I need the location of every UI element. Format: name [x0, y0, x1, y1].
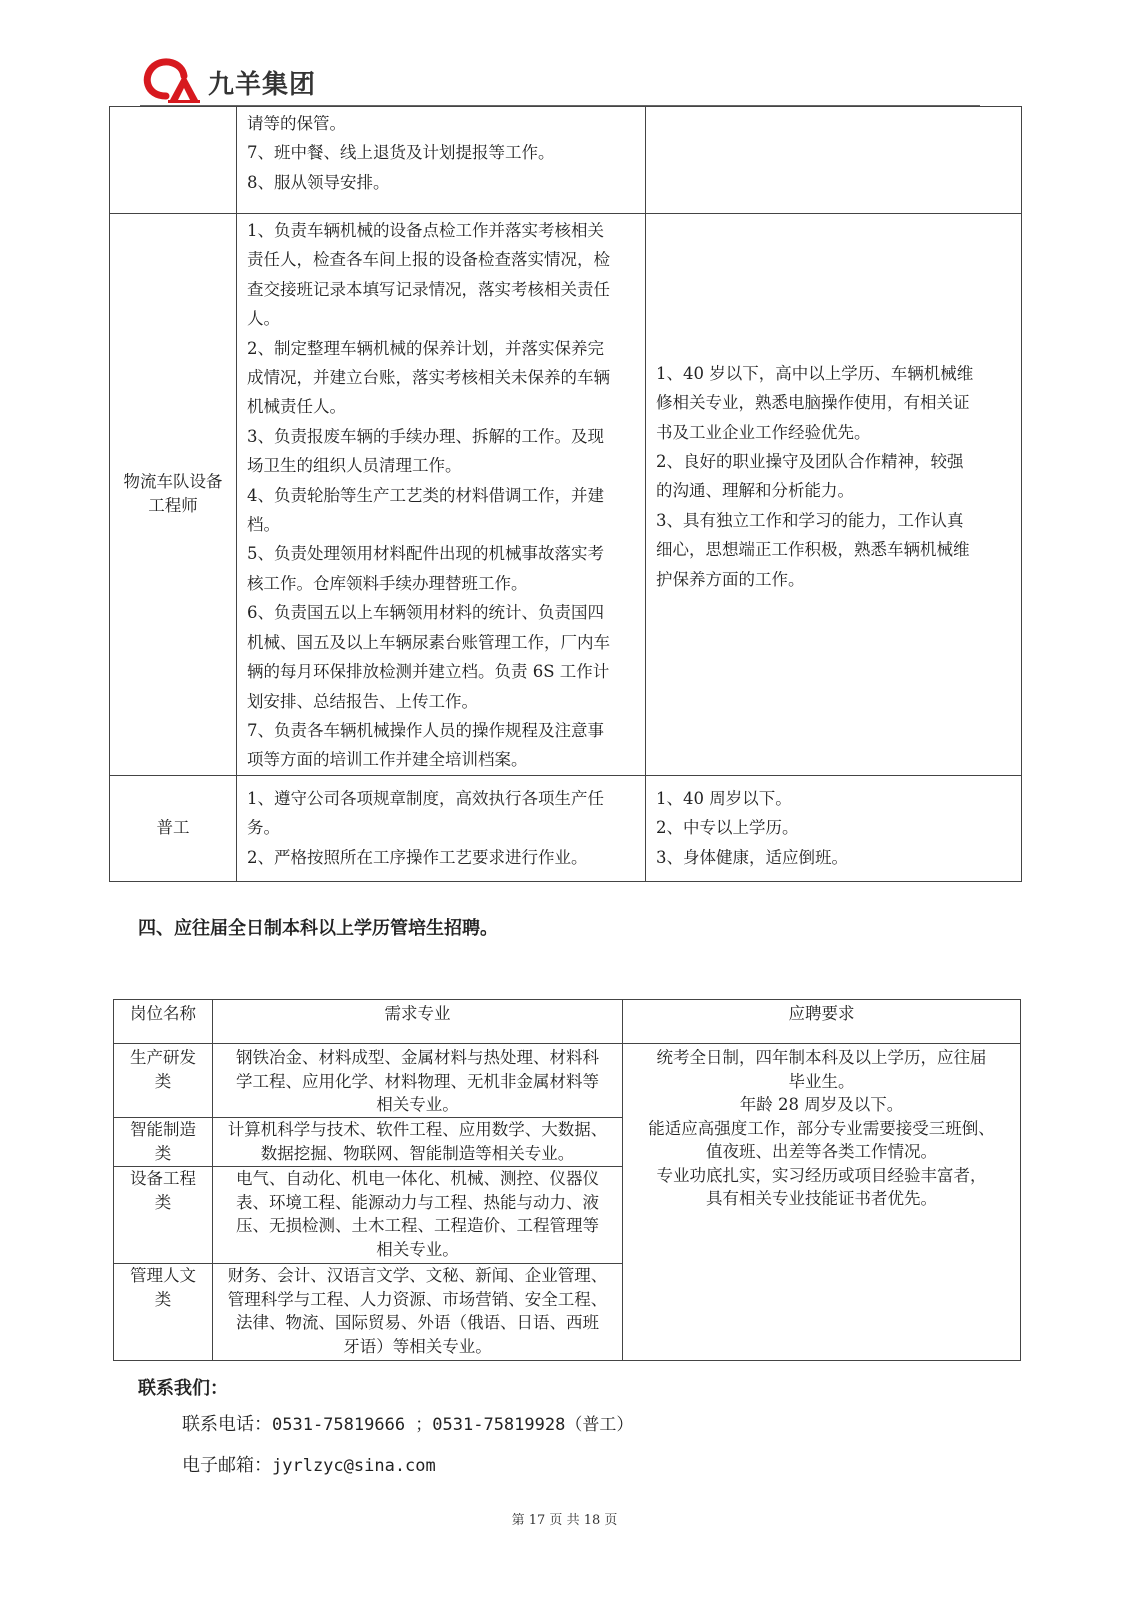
job-duties-cell [237, 775, 646, 881]
table-row [110, 775, 1022, 881]
table-row [110, 214, 1022, 776]
text-line: 1、40 周岁以下。 [656, 788, 792, 808]
contact-title: 联系我们： [138, 1378, 228, 1399]
job-requirements-cell [646, 775, 1022, 881]
text-line: 划安排、总结报告、上传工作。 [247, 691, 478, 711]
majors-cell [213, 1118, 623, 1167]
section-heading: 四、应往届全日制本科以上学历管培生招聘。 [138, 918, 498, 939]
text-line: 7、班中餐、线上退货及计划提报等工作。 [247, 143, 555, 163]
text-line: 的沟通、理解和分析能力。 [656, 481, 854, 501]
text-line: 人。 [247, 309, 280, 329]
job-duties-cell [237, 107, 646, 214]
text-line: 管理人文 [130, 1266, 196, 1285]
text-line: 1、40 岁以下，高中以上学历、车辆机械维 [656, 363, 974, 383]
position-name-cell [114, 1167, 213, 1264]
text-line: 2、良好的职业操守及团队合作精神，较强 [656, 451, 964, 471]
job-table [109, 106, 1022, 882]
text-line: 学工程、应用化学、材料物理、无机非金属材料等 [236, 1071, 599, 1091]
text-line: 7、负责各车辆机械操作人员的操作规程及注意事 [247, 720, 604, 740]
table-header-row [114, 1000, 1021, 1044]
position-name-cell [114, 1044, 213, 1118]
position-name-cell [114, 1118, 213, 1167]
text-line: 场卫生的组织人员清理工作。 [247, 456, 462, 476]
text-line: 表、环境工程、能源动力与工程、热能与动力、液 [236, 1192, 599, 1212]
job-requirements-cell [646, 214, 1022, 776]
majors-cell [213, 1167, 623, 1264]
text-line: 5、负责处理领用材料配件出现的机械事故落实考 [247, 544, 604, 564]
text-line: 数据挖掘、物联网、智能制造等相关专业。 [260, 1143, 575, 1163]
job-title-cell [110, 214, 237, 776]
text-line: 4、负责轮胎等生产工艺类的材料借调工作，并建 [247, 485, 604, 505]
text-line: 类 [154, 1289, 172, 1309]
text-line: 1、负责车辆机械的设备点检工作并落实考核相关 [247, 221, 604, 240]
text-line: 机械、国五及以上车辆尿素台账管理工作，厂内车 [247, 632, 610, 652]
text-line: 3、身体健康，适应倒班。 [656, 847, 848, 867]
text-line: 物流车队设备 [123, 472, 223, 492]
text-line: 2、制定整理车辆机械的保养计划，并落实保养完 [247, 338, 604, 358]
text-line: 相关专业。 [376, 1239, 459, 1259]
phone-label: 联系电话： [182, 1414, 272, 1435]
header-cell: 应聘要求 [623, 1000, 1021, 1044]
text-line: 毕业生。 [788, 1071, 855, 1091]
text-line: 财务、会计、汉语言文学、文秘、新闻、企业管理、 [227, 1266, 608, 1285]
graduate-table [113, 999, 1021, 1361]
text-line: 务。 [247, 818, 280, 838]
majors-cell [213, 1044, 623, 1118]
text-line: 1、遵守公司各项规章制度，高效执行各项生产任 [247, 788, 604, 808]
contact-section [138, 1374, 634, 1476]
header-cell: 岗位名称 [114, 1000, 213, 1044]
text-line: 细心，思想端正工作积极，熟悉车辆机械维 [656, 540, 970, 560]
text-line: 机械责任人。 [247, 397, 346, 417]
text-line: 类 [154, 1192, 172, 1212]
text-line: 法律、物流、国际贸易、外语（俄语、日语、西班 [236, 1313, 599, 1332]
text-line: 钢铁冶金、材料成型、金属材料与热处理、材料科 [236, 1048, 599, 1067]
position-name-cell [114, 1264, 213, 1361]
text-line: 专业功底扎实，实习经历或项目经验丰富者， [656, 1165, 987, 1185]
text-line: 请等的保管。 [247, 114, 346, 133]
company-name: 九羊集团 [208, 70, 317, 100]
header-cell: 需求专业 [213, 1000, 623, 1044]
text-line: 智能制造 [130, 1120, 196, 1139]
page-header [140, 54, 980, 106]
contact-phone [182, 1410, 633, 1436]
email-label: 电子邮箱： [182, 1455, 272, 1476]
phone-value: 0531-75819666 ；0531-75819928（普工） [272, 1415, 634, 1435]
text-line: 相关专业。 [376, 1095, 459, 1114]
text-line: 档。 [247, 515, 280, 535]
text-line: 电气、自动化、机电一体化、机械、测控、仪器仪 [236, 1169, 599, 1188]
text-line: 项等方面的培训工作并建全培训档案。 [247, 750, 528, 770]
job-duties-cell [237, 214, 646, 776]
text-line: 辆的每月环保排放检测并建立档。负责 6S 工作计 [247, 662, 610, 682]
text-line: 压、无损检测、土木工程、工程造价、工程管理等 [236, 1216, 599, 1235]
email-value[interactable]: jyrlzyc@sina.com [272, 1456, 436, 1476]
text-line: 书及工业企业工作经验优先。 [656, 422, 871, 442]
table-row [114, 1044, 1021, 1118]
text-line: 类 [154, 1071, 172, 1091]
text-line: 责任人，检查各车间上报的设备检查落实情况，检 [247, 250, 610, 270]
text-line: 生产研发 [130, 1048, 196, 1067]
text-line: 6、负责国五以上车辆领用材料的统计、负责国四 [247, 603, 604, 623]
text-line: 计算机科学与技术、软件工程、应用数学、大数据、 [227, 1120, 608, 1139]
text-line: 类 [154, 1143, 172, 1163]
company-logo-icon [140, 54, 206, 104]
text-line: 修相关专业，熟悉电脑操作使用，有相关证 [656, 393, 970, 413]
application-requirements-cell [623, 1044, 1021, 1361]
table-row [110, 107, 1022, 214]
text-line: 查交接班记录本填写记录情况，落实考核相关责任 [247, 279, 610, 299]
text-line: 2、严格按照所在工序操作工艺要求进行作业。 [247, 847, 588, 867]
text-line: 管理科学与工程、人力资源、市场营销、安全工程、 [227, 1289, 608, 1309]
text-line: 年龄 28 周岁及以下。 [739, 1095, 904, 1114]
text-line: 能适应高强度工作，部分专业需要接受三班倒、 [648, 1118, 995, 1138]
text-line: 牙语）等相关专业。 [343, 1336, 492, 1356]
job-title-cell [110, 775, 237, 881]
text-line: 普工 [156, 818, 190, 838]
text-line: 设备工程 [130, 1169, 196, 1188]
text-line: 工程师 [148, 496, 198, 516]
text-line: 核工作。仓库领料手续办理替班工作。 [247, 573, 528, 593]
text-line: 8、服从领导安排。 [247, 172, 390, 192]
text-line: 2、中专以上学历。 [656, 818, 799, 838]
text-line: 值夜班、出差等各类工作情况。 [706, 1142, 937, 1161]
contact-email [182, 1451, 436, 1477]
text-line: 3、具有独立工作和学习的能力，工作认真 [656, 510, 964, 530]
page-number: 第 17 页 共 18 页 [511, 1513, 618, 1528]
text-line: 具有相关专业技能证书者优先。 [706, 1189, 937, 1208]
majors-cell [213, 1264, 623, 1361]
text-line: 成情况，并建立台账，落实考核相关未保养的车辆 [247, 368, 610, 388]
job-title-cell [110, 107, 237, 214]
text-line: 统考全日制，四年制本科及以上学历，应往届 [656, 1048, 987, 1067]
text-line: 护保养方面的工作。 [656, 569, 805, 589]
job-requirements-cell [646, 107, 1022, 214]
text-line: 3、负责报废车辆的手续办理、拆解的工作。及现 [247, 426, 604, 446]
